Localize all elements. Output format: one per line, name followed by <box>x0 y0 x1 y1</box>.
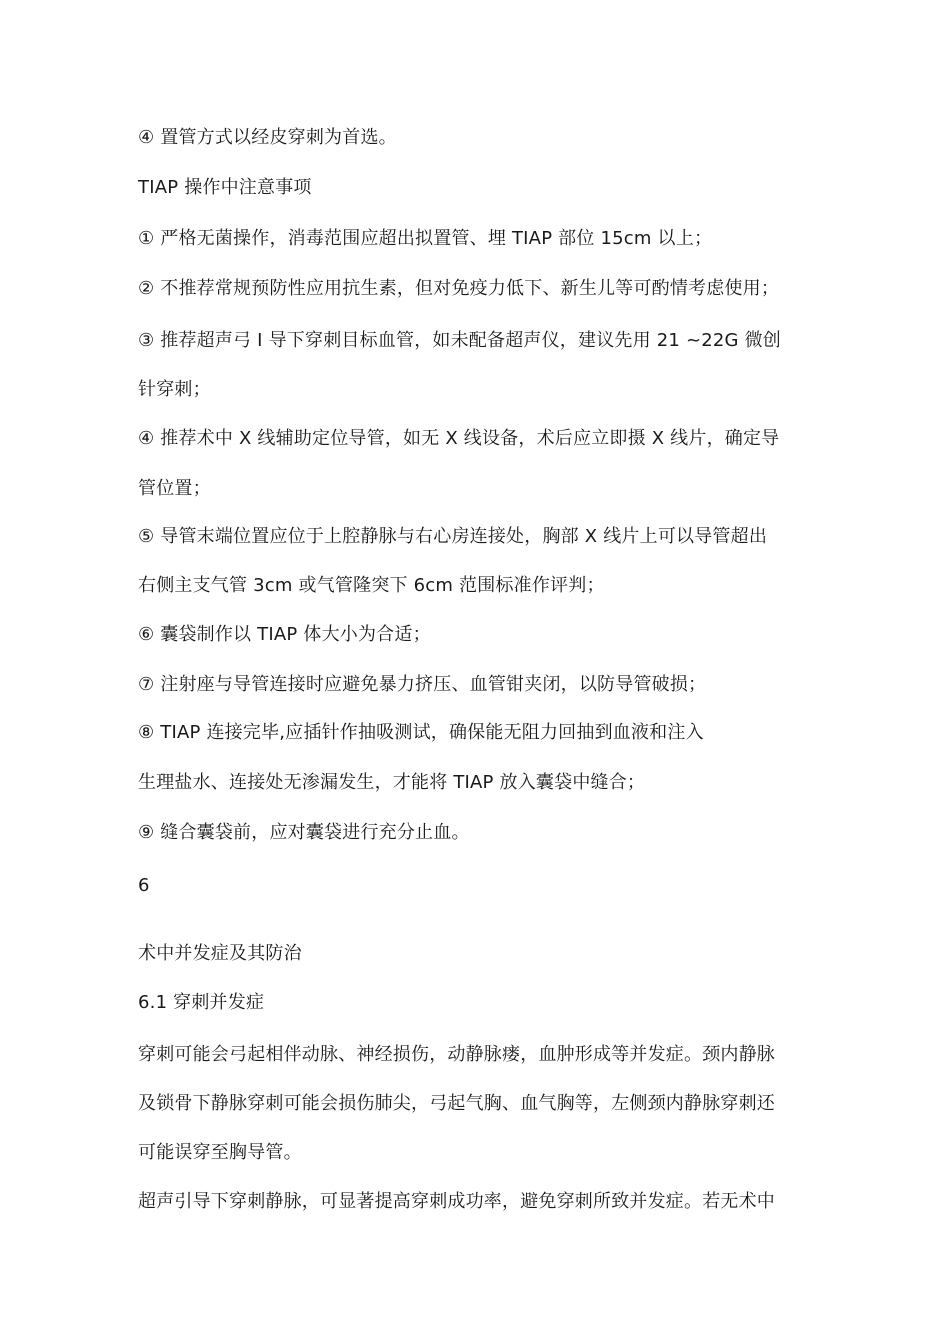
text-line: 生理盐水、连接处无渗漏发生，才能将 TIAP 放入囊袋中缝合； <box>138 772 646 793</box>
text-line: ① 严格无菌操作，消毒范围应超出拟置管、埋 TIAP 部位 15cm 以上； <box>138 228 713 249</box>
text-line: 及锁骨下静脉穿刺可能会损伤肺尖，弓起气胸、血气胸等，左侧颈内静脉穿刺还 <box>138 1093 775 1114</box>
text-line: ② 不推荐常规预防性应用抗生素，但对免疫力低下、新生儿等可酌情考虑使用； <box>138 278 780 299</box>
text-line: 超声引导下穿刺静脉，可显著提高穿刺成功率，避免穿刺所致并发症。若无术中 <box>138 1191 775 1212</box>
text-line: ④ 置管方式以经皮穿刺为首选。 <box>138 127 397 148</box>
text-line: ⑧ TIAP 连接完毕,应插针作抽吸测试，确保能无阻力回抽到血液和注入 <box>138 722 704 743</box>
text-line: ④ 推荐术中 X 线辅助定位导管，如无 X 线设备，术后应立即摄 X 线片，确定导 <box>138 428 780 449</box>
text-line: 可能误穿至胸导管。 <box>138 1142 302 1163</box>
text-line: 穿刺可能会弓起相伴动脉、神经损伤，动静脉瘘，血肿形成等并发症。颈内静脉 <box>138 1044 775 1065</box>
subsection-heading: 6.1 穿刺并发症 <box>138 992 265 1013</box>
text-line: ⑨ 缝合囊袋前，应对囊袋进行充分止血。 <box>138 822 470 843</box>
section-heading: 术中并发症及其防治 <box>138 943 302 964</box>
text-line: 管位置； <box>138 478 211 499</box>
text-line: 右侧主支气管 3cm 或气管隆突下 6cm 范围标准作评判； <box>138 575 605 596</box>
section-heading: TIAP 操作中注意事项 <box>138 177 312 198</box>
text-line: ⑤ 导管末端位置应位于上腔静脉与右心房连接处，胸部 X 线片上可以导管超出 <box>138 526 768 547</box>
text-line: ⑥ 囊袋制作以 TIAP 体大小为合适； <box>138 624 431 645</box>
text-line: ③ 推荐超声弓 I 导下穿刺目标血管，如未配备超声仪，建议先用 21 ~22G 微创 <box>138 330 782 351</box>
section-number: 6 <box>138 875 150 896</box>
text-line: ⑦ 注射座与导管连接时应避免暴力挤压、血管钳夹闭，以防导管破损； <box>138 674 707 695</box>
text-line: 针穿刺； <box>138 379 211 400</box>
